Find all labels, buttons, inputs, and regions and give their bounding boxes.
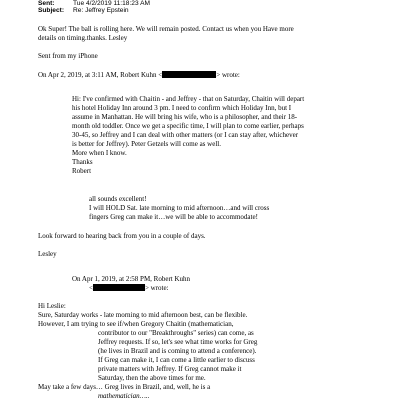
reply-signature: Sent from my iPhone — [38, 52, 98, 60]
redaction-box — [93, 284, 145, 291]
body2-line-3: contributor to our "Breakthroughs" series) can come, as — [98, 329, 254, 337]
body2-line-7: private matters with Jeffrey. If Greg cannot make it — [98, 365, 242, 373]
quote2-attribution-cont — [89, 284, 169, 293]
quote1-attrib-prefix: On Apr 2, 2019, at 3:11 AM, Robert Kuhn < — [38, 71, 163, 79]
subject-row — [38, 7, 150, 14]
body2-line-8: Saturday, then the above times for me. — [98, 374, 206, 382]
quote1-line-5: 30-45, so Jeffrey and I can deal with other matters (or I can stay after, whichever — [72, 131, 299, 139]
quote1-line-1: Hi: I've confirmed with Chaitin - and Jeffrey - that on Saturday, Chaitin will depart — [72, 95, 305, 103]
quote1-attribution — [38, 71, 240, 80]
quote1-line-4: month old toddler. Once we get a specific time, I will plan to come earlier, perhaps — [72, 122, 304, 130]
reply-close-signature: Lesley — [38, 250, 57, 258]
quote1-line-2: his hotel Holiday Inn around 3 pm. I need to confirm which Holiday Inn, but I — [72, 104, 292, 112]
body2-line-2: However, I am trying to see if/when Gregory Chaitin (mathematician, — [38, 320, 234, 328]
body2-line-9: May take a few days… Greg lives in Brazil, and, well, he is a — [38, 383, 211, 391]
quote1-line-8: Thanks — [72, 158, 93, 166]
body2-line-4: Jeffrey requests. If so, let's see what time works for Greg — [98, 338, 258, 346]
reply-mid-line-1: all sounds excellent! — [89, 195, 147, 203]
body2-line-10: mathematician….. — [98, 392, 150, 400]
quote1-line-6: is better for Jeffrey). Peter Getzels will come as well. — [72, 140, 221, 148]
reply-mid-line-2: I will HOLD Sat. late morning to mid afternoon…and will cross — [89, 204, 270, 212]
email-header — [38, 0, 150, 14]
quote1-line-3: assume in Manhattan. He will bring his wife, who is a philosopher, and their 18- — [72, 113, 298, 121]
body2-line-6: If Greg can make it, I can come a little earlier to discuss — [98, 356, 255, 364]
reply-line-1: Ok Super! The ball is rolling here. We will remain posted. Contact us when you Have more — [38, 25, 294, 33]
body2-line-1: Sure, Saturday works - late morning to mid afternoon best, can be flexible. — [38, 311, 248, 319]
sent-label: Sent: — [38, 0, 55, 7]
reply-line-2: details on timing.thanks. Lesley — [38, 34, 128, 42]
body2-greeting: Hi Leslie: — [38, 302, 66, 310]
redaction-box — [162, 71, 216, 78]
sent-value: Tue 4/2/2019 11:18:23 AM — [73, 0, 150, 7]
reply-close-line: Look forward to hearing back from you in a couple of days. — [38, 232, 206, 240]
quote2-attrib: On Apr 1, 2019, at 2:58 PM, Robert Kuhn — [72, 275, 191, 283]
quote1-attrib-suffix: > wrote: — [216, 71, 240, 79]
quote1-line-7: More when I know. — [72, 149, 127, 157]
quote1-line-9: Robert — [72, 167, 92, 175]
quote2-attrib-suffix: > wrote: — [144, 284, 169, 292]
reply-mid-line-3: fingers Greg can make it…we will be able to accommodate! — [89, 213, 258, 221]
body2-line-5: (he lives in Brazil and is coming to attend a conference). — [98, 347, 257, 355]
subject-label: Subject: — [38, 7, 65, 14]
quote2-attrib-open: < — [89, 284, 93, 292]
subject-value: Re: Jeffrey Epstein — [73, 7, 129, 14]
sent-row — [38, 0, 150, 7]
quote2-attribution — [72, 275, 190, 284]
